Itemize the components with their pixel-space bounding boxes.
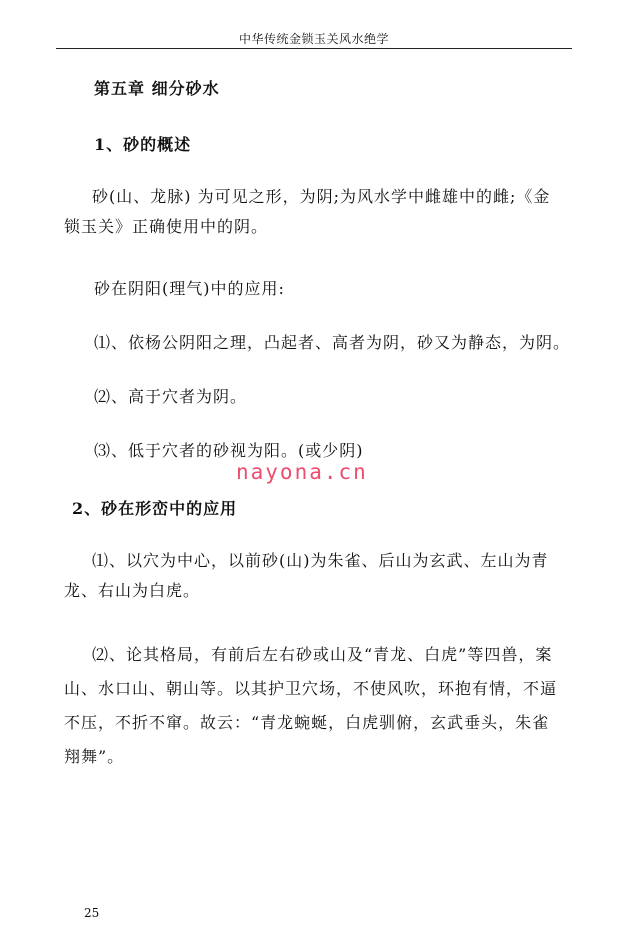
paragraph-item-3: ⑶、低于穴者的砂视为阳。(或少阴)	[94, 441, 364, 460]
paragraph-four-directions: ⑴、以穴为中心，以前砂(山)为朱雀、后山为玄武、左山为青龙、右山为白虎。	[64, 551, 549, 600]
paragraph-item-2: ⑵、高于穴者为阴。	[94, 387, 248, 406]
paragraph-yin-yang-intro: 砂在阴阳(理气)中的应用:	[94, 279, 285, 298]
section-title-1: 1、砂的概述	[94, 135, 192, 154]
watermark: nayona.cn	[236, 460, 368, 484]
paragraph-sand-definition: 砂(山、龙脉) 为可见之形，为阴;为风水学中雌雄中的雌;《金锁玉关》正确使用中的阴。	[64, 187, 551, 236]
paragraph-pattern: ⑵、论其格局，有前后左右砂或山及“青龙、白虎”等四兽，案山、水口山、朝山等。以其护卫穴场，不使风吹，环抱有情，不逼不压，不折不窜。故云：“青龙蜿蜒，白虎驯俯，玄武垂头，朱雀翔舞”。	[64, 645, 558, 766]
page-number: 25	[84, 906, 100, 920]
paragraph-item-1: ⑴、依杨公阴阳之理，凸起者、高者为阴，砂又为静态，为阴。	[94, 333, 571, 352]
header-divider	[56, 48, 572, 49]
running-header: 中华传统金锁玉关风水绝学	[238, 32, 389, 46]
chapter-title: 第五章 细分砂水	[94, 79, 220, 98]
section-title-2: 2、砂在形峦中的应用	[72, 499, 238, 518]
